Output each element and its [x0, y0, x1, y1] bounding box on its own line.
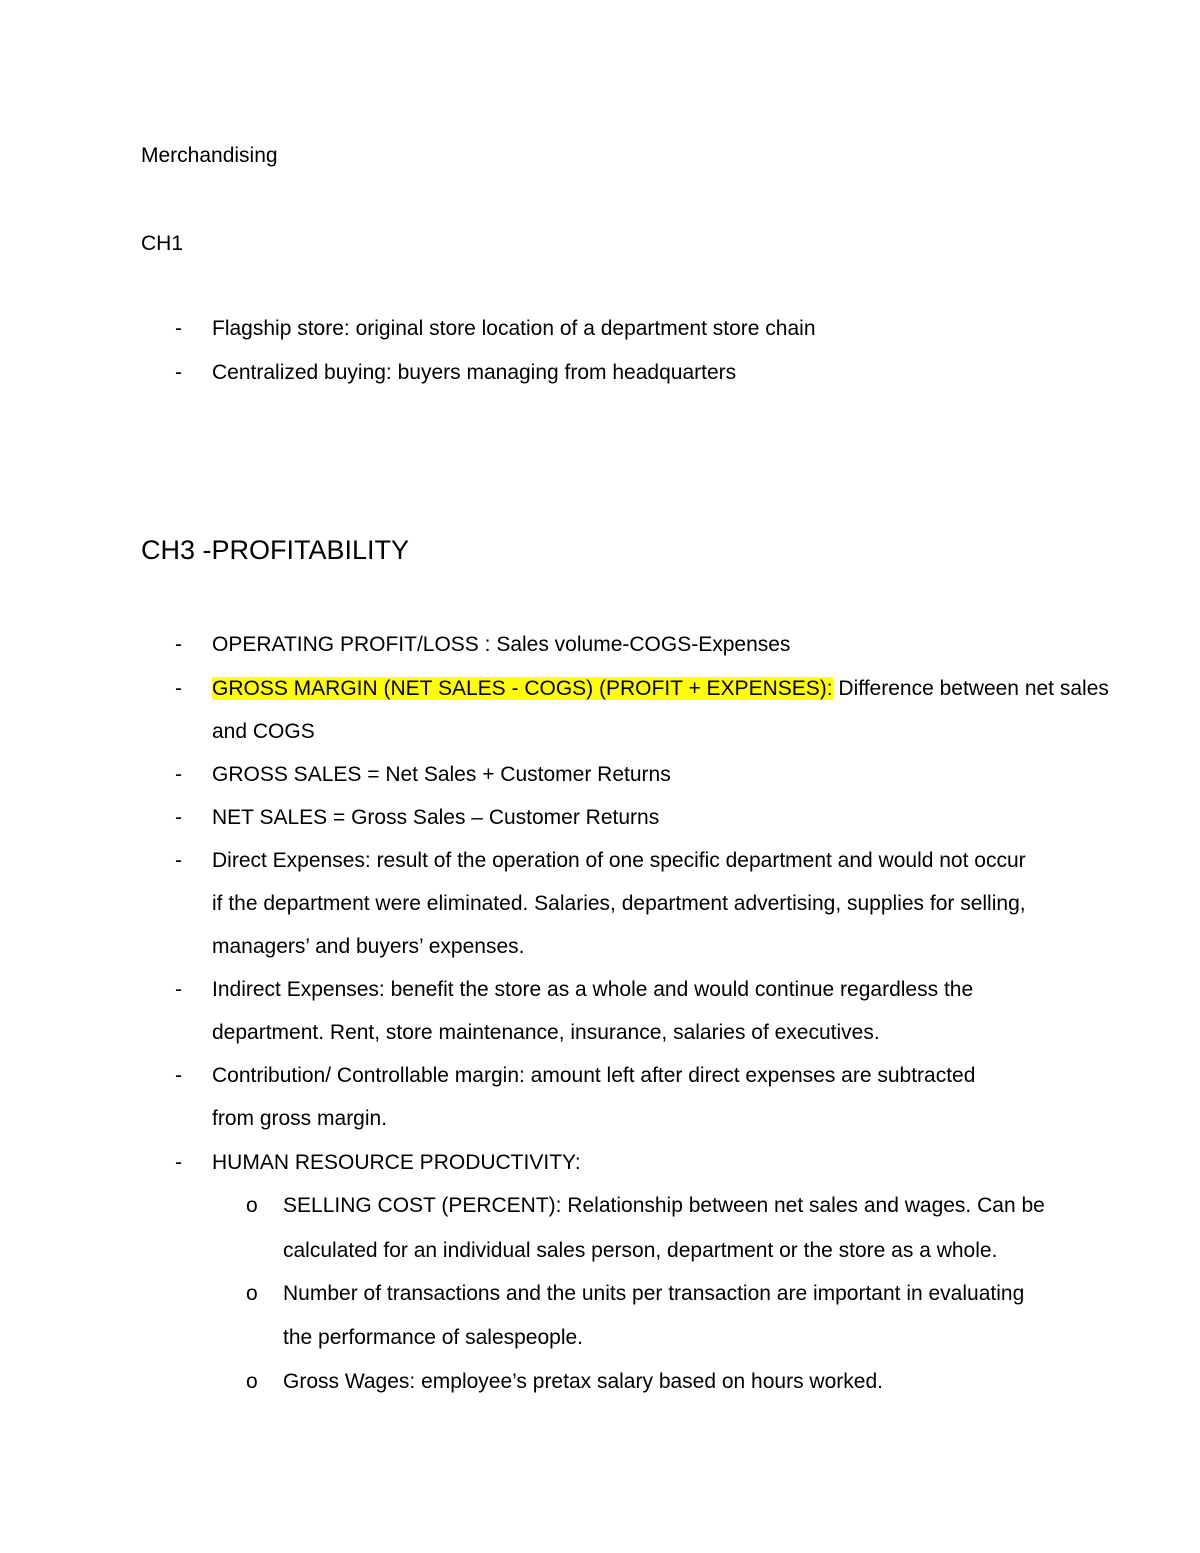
bullet-dash: -	[175, 1064, 182, 1087]
bullet-dash: -	[175, 317, 182, 340]
net-sales-item: NET SALES = Gross Sales – Customer Returns	[212, 806, 660, 829]
centralized-buying-item: Centralized buying: buyers managing from headquarters	[212, 361, 737, 384]
ch1-heading: CH1	[141, 232, 184, 255]
selling-cost-line-2: calculated for an individual sales person, department or the store as a whole.	[283, 1239, 998, 1262]
flagship-store-item: Flagship store: original store location of a department store chain	[212, 317, 816, 340]
bullet-circle: o	[246, 1370, 258, 1393]
bullet-dash: -	[175, 1151, 182, 1174]
selling-cost-line-1: SELLING COST (PERCENT): Relationship between net sales and wages. Can be	[283, 1194, 1045, 1217]
bullet-dash: -	[175, 849, 182, 872]
indirect-expenses-line-1: Indirect Expenses: benefit the store as a whole and would continue regardless the	[212, 978, 974, 1001]
gross-margin-item	[212, 676, 1109, 702]
gross-margin-continuation: and COGS	[212, 720, 315, 743]
indirect-expenses-line-2: department. Rent, store maintenance, insurance, salaries of executives.	[212, 1021, 880, 1044]
transactions-line-2: the performance of salespeople.	[283, 1326, 584, 1349]
direct-expenses-line-3: managers’ and buyers’ expenses.	[212, 935, 525, 958]
operating-profit-item: OPERATING PROFIT/LOSS : Sales volume-COGS-Expenses	[212, 633, 791, 656]
ch3-heading: CH3 -PROFITABILITY	[141, 535, 410, 565]
contribution-margin-line-2: from gross margin.	[212, 1107, 388, 1130]
human-resource-heading: HUMAN RESOURCE PRODUCTIVITY:	[212, 1151, 581, 1174]
gross-margin-definition: Difference between net sales	[832, 677, 1109, 700]
bullet-dash: -	[175, 978, 182, 1001]
bullet-dash: -	[175, 763, 182, 786]
bullet-dash: -	[175, 677, 182, 700]
direct-expenses-line-2: if the department were eliminated. Salaries, department advertising, supplies for selling,	[212, 892, 1026, 915]
gross-wages-item: Gross Wages: employee’s pretax salary based on hours worked.	[283, 1370, 883, 1393]
contribution-margin-line-1: Contribution/ Controllable margin: amount left after direct expenses are subtracted	[212, 1064, 976, 1087]
bullet-dash: -	[175, 633, 182, 656]
gross-margin-highlight: GROSS MARGIN (NET SALES - COGS) (PROFIT + EXPENSES):	[212, 677, 833, 700]
transactions-line-1: Number of transactions and the units per transaction are important in evaluating	[283, 1282, 1025, 1305]
bullet-dash: -	[175, 361, 182, 384]
gross-sales-item: GROSS SALES = Net Sales + Customer Returns	[212, 763, 671, 786]
bullet-dash: -	[175, 806, 182, 829]
bullet-circle: o	[246, 1194, 258, 1217]
document-title: Merchandising	[141, 144, 278, 167]
direct-expenses-line-1: Direct Expenses: result of the operation of one specific department and would not occur	[212, 849, 1026, 872]
bullet-circle: o	[246, 1282, 258, 1305]
